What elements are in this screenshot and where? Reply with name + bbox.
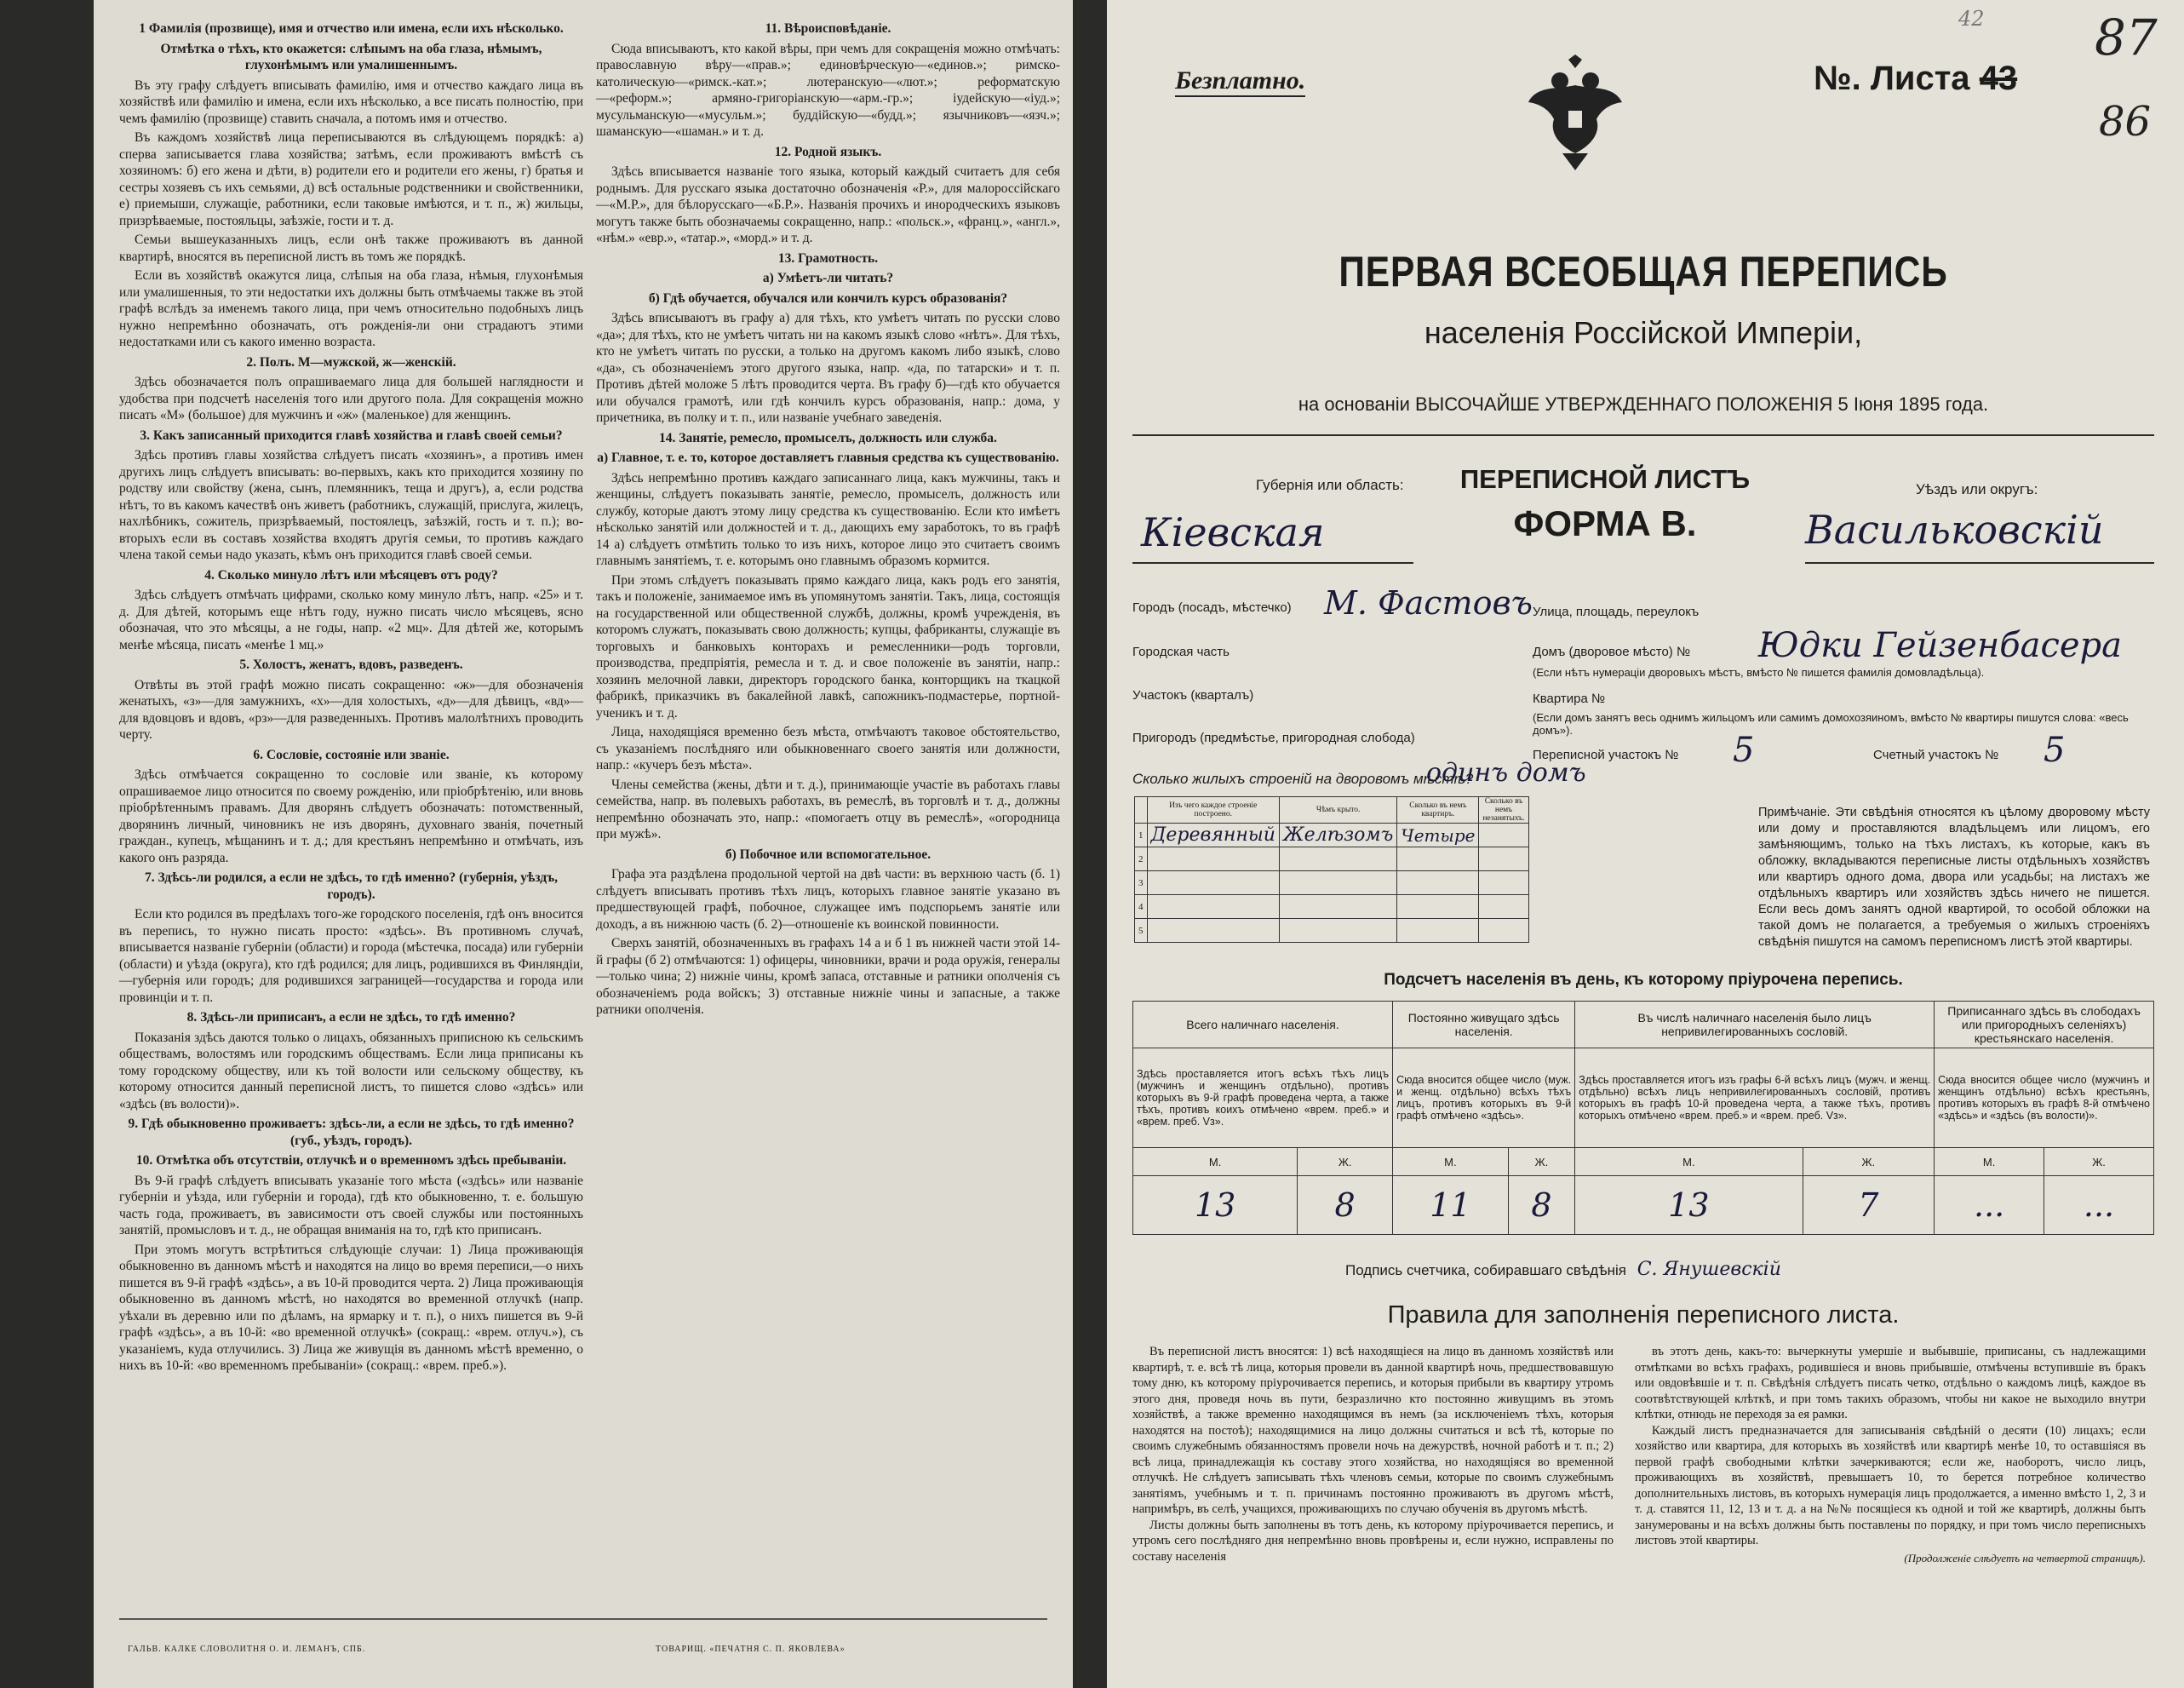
- sex-header: М.: [1393, 1148, 1509, 1176]
- schet-uchastok-label: Счетный участокъ №: [1873, 748, 1999, 762]
- schet-uchastok-value: 5: [2044, 731, 2066, 770]
- paragraph: Показанія здѣсь даются только о лицахъ, обязанныхъ приписною къ сельскимъ обществамъ, волостямъ или городскимъ обществамъ. Если лица приписаны къ тому городскому обществу, или къ той волости или сельскому обществу, къ которому относится данный переписной листъ, то пишется слово «здѣсь» или «здѣсь (въ волости)».: [119, 1030, 583, 1111]
- section-heading: 12. Родной языкъ.: [774, 144, 882, 159]
- signature-label: Подпись счетчика, собиравшаго свѣдѣнія: [1345, 1262, 1626, 1278]
- roof-cell: [1279, 871, 1396, 895]
- table-header: Изъ чего каждое строеніе построено.: [1147, 797, 1279, 824]
- roof-cell: Желѣзомъ: [1279, 824, 1396, 847]
- row-number: 3: [1135, 871, 1148, 895]
- table-header: Сколько въ немъ квартиръ.: [1397, 797, 1479, 824]
- buildings-count-label: Сколько жилыхъ строеній на дворовомъ мѣстѣ?: [1132, 771, 1474, 787]
- free-label: Безплатно.: [1175, 66, 1305, 97]
- sex-header: Ж.: [1508, 1148, 1575, 1176]
- sex-header: М.: [1575, 1148, 1803, 1176]
- paragraph: Семьи вышеуказанныхъ лицъ, если онѣ также проживаютъ въ данной квартирѣ, вносятся въ переписной листъ въ томъ же порядкѣ.: [119, 233, 583, 264]
- roof-cell: [1279, 847, 1396, 871]
- buildings-table: [1134, 796, 1529, 943]
- roof-cell: [1279, 895, 1396, 919]
- section-heading: б) Гдѣ обучается, обучался или кончилъ курсъ образованія?: [648, 290, 1008, 306]
- section-heading: 8. Здѣсь-ли приписанъ, а если не здѣсь, то гдѣ именно?: [186, 1010, 516, 1025]
- double-headed-eagle-emblem: [1524, 51, 1626, 179]
- rules-column-2: [1635, 1344, 2146, 1566]
- section-heading: 10. Отмѣтка объ отсутствіи, отлучкѣ и о временномъ здѣсь пребываніи.: [135, 1153, 567, 1168]
- apartments-cell: [1397, 895, 1479, 919]
- city-label: Городъ (посадъ, мѣстечко): [1132, 600, 1292, 615]
- form-letter: ФОРМА В.: [1513, 503, 1697, 543]
- section-heading: 3. Какъ записанный приходится главѣ хозяйства и главѣ своей семьи?: [140, 428, 563, 443]
- uezd-label: Уѣздъ или округъ:: [1916, 481, 2038, 497]
- count-cell: 7: [1803, 1176, 1935, 1235]
- house-note: (Если нѣтъ нумераціи дворовыхъ мѣстъ, вмѣсто № пишется фамилія домовладѣльца).: [1533, 666, 1985, 679]
- paragraph: Графа эта раздѣлена продольной чертой на двѣ части: въ верхнюю часть (б. 1) слѣдуетъ вписывать противъ тѣхъ лицъ, которыхъ главное занятіе указано въ предшествующей графѣ, побочное, служащее имъ подспорьемъ занятіе или доходъ, а въ нижнюю часть (б. 2)—отношеніе къ воинской повинности.: [596, 867, 1060, 932]
- population-count-title: Подсчетъ населенія въ день, къ которому пріурочена перепись.: [1384, 971, 1903, 989]
- count-cell: 8: [1298, 1176, 1393, 1235]
- count-cell: 13: [1575, 1176, 1803, 1235]
- empty-apartments-cell: [1479, 919, 1528, 943]
- kvartira-note: (Если домъ занятъ весь однимъ жильцомъ или самимъ домохозяиномъ, вмѣсто № квартиры пишутся слова: «весь домъ»).: [1533, 711, 2129, 737]
- perepis-uchastok-label: Переписной участокъ №: [1533, 748, 1679, 762]
- census-title: ПЕРВАЯ ВСЕОБЩАЯ ПЕРЕПИСЬ: [1338, 248, 1948, 296]
- table-header: Сколько въ немъ незанятыхъ.: [1479, 797, 1528, 824]
- paragraph: Въ каждомъ хозяйствѣ лица переписываются въ слѣдующемъ порядкѣ: а) сперва записывается глава хозяйства; затѣмъ, если проживаютъ вмѣстѣ съ хозяиномъ: б) его жена и дѣти, в) родители его и родители его жены, г) братья и сестры хозяевъ съ ихъ семьями, д) всѣ остальные родственники и свойственники, е) приемыши, служащіе, работники, если таковые имѣются, и т. п., ж) жильцы, призрѣваемые, постояльцы, заѣзжіе, гости и т. д.: [119, 130, 583, 228]
- material-cell: Деревянный: [1147, 824, 1279, 847]
- table-row: [1135, 895, 1529, 919]
- street-label: Улица, площадь, переулокъ: [1533, 605, 1700, 619]
- printer-imprint: ГАЛЬВ. КАЛКЕ СЛОВОЛИТНЯ О. И. ЛЕМАНЪ, СПБ.: [128, 1645, 366, 1654]
- left-column-1: [119, 17, 583, 1377]
- table-row: [1135, 824, 1529, 847]
- table-header: Въ числѣ наличнаго населенія было лицъ непривилегированныхъ сословій.: [1575, 1002, 1935, 1048]
- paragraph: Сюда вписываютъ, кто какой вѣры, при чемъ для сокращенія можно отмѣчать: православную вѣру—«прав.»; единовѣрческую—«единов.»; римско-католическую—«римск.-кат.»; лютеранскую—«лют.»; реформатскую—«реформ.»; армяно-григоріанскую—«арм.-гр.»; іудейскую—«іуд.»; мусульманскую—«мусульм.»; буддійскую—«будд.»; язычниковъ—«язч.»; шаманскую—«шаман.» и т. д.: [596, 41, 1060, 139]
- city-value: М. Фастовъ: [1324, 584, 1533, 622]
- perepis-uchastok-value: 5: [1733, 731, 1755, 770]
- section-heading: Отмѣтка о тѣхъ, кто окажется: слѣпымъ на оба глаза, нѣмымъ, глухонѣмымъ или умалишеннымъ.: [160, 41, 542, 72]
- table-header: [1135, 797, 1148, 824]
- paragraph: Листы должны быть заполнены въ тотъ день, къ которому пріурочивается перепись, и утромъ сего послѣдняго дня непремѣнно вновь провѣрены и, если нужно, исправлены по составу населенія: [1132, 1518, 1614, 1564]
- material-cell: [1147, 847, 1279, 871]
- row-number: 1: [1135, 824, 1148, 847]
- paragraph: Отвѣты въ этой графѣ можно писать сокращенно: «ж»—для обозначенія женатыхъ, «з»—для замужнихъ, «х»—для холостыхъ, «д»—для дѣвицъ, «вд»—для вдовцовъ и вдовъ, «рз»—для разведенныхъ. Противъ малолѣтнихъ проводить черту.: [119, 677, 583, 742]
- uezd-value: Васильковскій: [1805, 507, 2104, 553]
- section-heading: а) Главное, т. е. то, которое доставляетъ главныя средства къ существованію.: [597, 451, 1059, 465]
- census-authority-line: на основаніи ВЫСОЧАЙШЕ УТВЕРЖДЕННАГО ПОЛОЖЕНІЯ 5 Іюня 1895 года.: [1298, 393, 1989, 415]
- rules-title: Правила для заполненія переписного листа.: [1387, 1301, 1900, 1329]
- section-heading: а) Умѣетъ-ли читать?: [762, 271, 894, 285]
- paragraph: Въ эту графу слѣдуетъ вписывать фамилію, имя и отчество каждаго лица въ хозяйствѣ или фамилію и имена, если ихъ нѣсколько, а все писать полностію, при чемъ фамилію (прозвище) ставить сначала, а потомъ имя и отчество.: [119, 78, 583, 126]
- empty-apartments-cell: [1479, 871, 1528, 895]
- section-heading: 6. Сословіе, состояніе или званіе.: [253, 747, 450, 762]
- sheet-number-label: №. Листа: [1814, 60, 1970, 97]
- apartments-cell: [1397, 847, 1479, 871]
- column-description: Сюда вносится общее число (муж. и женщ. отдѣльно) всѣхъ тѣхъ лицъ, противъ которыхъ въ 9-й графѣ отмѣчено «здѣсь».: [1393, 1048, 1575, 1148]
- sex-header: Ж.: [2044, 1148, 2154, 1176]
- roof-cell: [1279, 919, 1396, 943]
- kvartira-label: Квартира №: [1533, 692, 1606, 706]
- paragraph: При этомъ слѣдуетъ показывать прямо каждаго лица, какъ родъ его занятія, такъ и положеніе, занимаемое имъ въ упомянутомъ занятіи. Такъ, лица, состоящія на государственной или общественной службѣ, должны, кромѣ учрежденія, въ которомъ служатъ, показывать свою должность; купцы, фабриканты, служащіе въ торговыхъ и банковыхъ конторахъ и ремесленники—родъ торговли, производства, предпріятія, ремесла и т. д. и свое положеніе въ занятіи, напр.: хозяинъ мелочной лавки, директоръ городского банка, конторщикъ на ткацкой фабрикѣ, приказчикъ въ бакалейной лавкѣ, сапожникъ-подмастерье, портной-ученикъ и т. д.: [596, 572, 1060, 721]
- buildings-note: Примѣчаніе. Эти свѣдѣнія относятся къ цѣлому дворовому мѣсту или дому и проставляются владѣльцемъ или лицомъ, его замѣняющимъ, только на тѣхъ листахъ, къ которые, какъ въ обложку, вкладываются переписные листы отдѣльныхъ хозяйствъ или квартиръ одного дома, двора или усадьбы; на листахъ же отдѣльныхъ квартиръ или хозяйствъ здѣсь ничего не пишется. Если весь домъ занятъ одной квартирой, то особой обложки на такой домъ не полагается, а требуемыя о жилыхъ строеніяхъ свѣдѣнія пишутся на самомъ переписномъ листѣ этой квартиры.: [1758, 806, 2150, 949]
- buildings-count-value: одинъ домъ: [1426, 758, 1586, 788]
- form-title: [1418, 464, 1792, 544]
- section-heading: 4. Сколько минуло лѣтъ или мѣсяцевъ отъ роду?: [204, 567, 498, 583]
- paragraph: Лица, находящіяся временно безъ мѣста, отмѣчаютъ таковое обстоятельство, съ указаніемъ послѣдняго или обыкновеннаго своего занятія или должности, напр.: «кучеръ безъ мѣста».: [596, 725, 1060, 772]
- guberniya-value: Кіевская: [1141, 509, 1325, 555]
- printer-imprint: ТОВАРИЩ. «ПЕЧАТНЯ С. П. ЯКОВЛЕВА»: [656, 1645, 846, 1654]
- table-row: [1135, 847, 1529, 871]
- archive-folio-number: 86: [2099, 98, 2152, 146]
- sex-header: М.: [1935, 1148, 2044, 1176]
- paragraph: Здѣсь обозначается полъ опрашиваемаго лица для большей наглядности и удобства при подсчетѣ населенія того или другого пола. Для сокращенія можно писать «М» (большое) для мужчинъ и «ж» (маленькое) для женщинъ.: [119, 375, 583, 422]
- section-heading: б) Побочное или вспомогательное.: [725, 847, 931, 862]
- house-value: Юдки Гейзенбасера: [1758, 626, 2122, 665]
- apartments-cell: Четыре: [1397, 824, 1479, 847]
- table-header-row: [1133, 1002, 2154, 1048]
- uchastok-label: Участокъ (кварталъ): [1132, 688, 1254, 703]
- section-heading: 1 Фамилія (прозвище), имя и отчество или имена, если ихъ нѣсколько.: [139, 21, 564, 36]
- archive-folio-number: 87: [2095, 9, 2158, 66]
- sex-header: М.: [1133, 1148, 1298, 1176]
- paragraph: При этомъ могутъ встрѣтиться слѣдующіе случаи: 1) Лица проживающія обыкновенно въ данномъ мѣстѣ и находятся на лицо во время переписи,—о нихъ пишется въ 9-й графѣ «здѣсь», а въ 10-й проводится черта. 2) Лица проживающія обыкновенно въ данномъ мѣстѣ, но находятся во временной отлучкѣ (напр. уѣхали въ деревню или по дѣламъ, на ярмарку и т. п.), о нихъ пишется въ 9-й графѣ «здѣсь», а въ 10-й: «во временной отлучкѣ» (сокращ.: «врем. отлуч.»), съ указаніемъ, куда отлучились. 3) Лица же живущія въ данномъ мѣстѣ временно, о нихъ въ 10-й: «во временномъ пребываніи» (сокращ.: «врем. преб.»).: [119, 1242, 583, 1373]
- row-number: 4: [1135, 895, 1148, 919]
- count-cell: 13: [1133, 1176, 1298, 1235]
- material-cell: [1147, 871, 1279, 895]
- sex-header: Ж.: [1298, 1148, 1393, 1176]
- divider: [1805, 562, 2154, 564]
- paragraph: въ этотъ день, какъ-то: вычеркнуты умершіе и выбывшіе, приписаны, съ надлежащими отмѣтками во всѣхъ графахъ, родившіеся и вновь прибывшіе, отмѣчены вступившіе въ бракъ или овдовѣвшіе и т. п. Свѣдѣнія слѣдуетъ писать четко, отдѣльно о каждомъ лицѣ, каждое въ соотвѣтствующей клѣткѣ, и при томъ такихъ образомъ, чтобы ни какое не выходило внутри клѣтки, отнюдь не переходя за ея рамки.: [1635, 1345, 2146, 1421]
- paragraph: Здѣсь противъ главы хозяйства слѣдуетъ писать «хозяинъ», а противъ имен другихъ лицъ слѣдуетъ вписывать: во-первыхъ, какъ кто приходится хозяину по родству или свойству (жена, сынъ, племянникъ, теща и другъ), а, если родства нѣтъ, то въ какомъ качествѣ онъ живетъ (работникъ, служащій, прислуга, жилецъ, нахлѣбникъ, сожитель, призрѣваемый, постоялецъ, заѣзжій, гость и т. п.); во-вторыхъ если въ составъ хозяйства входятъ другія семьи, то противъ каждаго члена такой семьи надо указать, кѣмъ онъ приходится главѣ своей семьи.: [119, 448, 583, 562]
- section-heading: 14. Занятіе, ремесло, промыселъ, должность или служба.: [659, 430, 997, 445]
- city-part-label: Городская часть: [1132, 645, 1230, 659]
- paragraph: Здѣсь слѣдуетъ отмѣчать цифрами, сколько кому минуло лѣтъ, напр. «25» и т. д. Для дѣтей, которымъ еще нѣтъ году, нужно писать число мѣсяцевъ, ясно обозначая, что это мѣсяцы, а не годы, напр. «2 мц». Для дѣтей же, которымъ менѣе мѣсяца, писать «менѣе 1 мц.»: [119, 588, 583, 652]
- table-header: Приписаннаго здѣсь въ слободахъ или пригородныхъ селеніяхъ) крестьянскаго населенія.: [1935, 1002, 2154, 1048]
- paragraph: Если кто родился въ предѣлахъ того-же городского поселенія, гдѣ онъ вносится въ перепись, то нужно писать просто: «здѣсь». Въ противномъ случаѣ, вписывается названіе губерніи (области) и города (мѣстечка, посада) или губерніи (области) и уѣзда (округа), кто гдѣ родился; для лицъ, родившихся въ Финляндіи,—губернія или городъ; для родившихся заграницей—государства и города или провинціи и т. п.: [119, 907, 583, 1005]
- divider: [119, 1618, 1047, 1620]
- section-heading: 5. Холостъ, женатъ, вдовъ, разведенъ.: [239, 657, 463, 672]
- paragraph: Если въ хозяйствѣ окажутся лица, слѣпыя на оба глаза, нѣмыя, глухонѣмыя или умалишенныя, то эти недостатки ихъ должны быть отмѣчаемы также въ этой графѣ вслѣдъ за именемъ такого лица, при чемъ относительно подобныхъ лицъ нужно непремѣнно обозначать, отъ рожденія-ли они страдаютъ этими недостатками или съ какого именно возраста.: [119, 268, 583, 349]
- table-row: [1133, 1148, 2154, 1176]
- material-cell: [1147, 919, 1279, 943]
- paragraph: Здѣсь вписывается названіе того языка, который каждый считаетъ для себя роднымъ. Для русскаго языка достаточно обозначенія «Р.», для малороссійскаго—«М.Р.», для бѣлорусскаго—«Б.Р.». Названія прочихъ и инородческихъ языковъ могутъ также быть обозначаемы сокращенно, напр.: «польск.», «франц.», «англ.», «нѣм.» «евр.», «татар.», «морд.» и т. д.: [596, 164, 1060, 245]
- rules-column-1: [1132, 1344, 1614, 1565]
- column-description: Сюда вносится общее число (мужчинъ и женщинъ отдѣльно) всѣхъ крестьянъ, противъ которыхъ въ графѣ 8-й отмѣчено «здѣсь» и «здѣсь (въ волости)».: [1935, 1048, 2154, 1148]
- left-page: [94, 0, 1073, 1688]
- paragraph: Здѣсь отмѣчается сокращенно то сословіе или званіе, къ которому опрашиваемое лицо относится по своему рожденію, или пріобрѣтенію, или вновь пріобрѣтеннымъ правамъ. Для дворянъ слѣдуетъ обозначать: потомственный, дворянинъ личный, чиновникъ не изъ дворянъ, духовнаго званія, почетный граждан., купецъ, мѣщанинъ и т. д.; для крестьянъ непремѣнно и отмѣчать, изъ какого онъ разряда.: [119, 767, 583, 865]
- house-label: Домъ (дворовое мѣсто) №: [1533, 645, 1691, 659]
- paragraph: Здѣсь вписываютъ въ графу а) для тѣхъ, кто умѣетъ читать по русски слово «да»; для тѣхъ, кто не умѣетъ читать ни на какомъ языкѣ слово «нѣтъ». Для тѣхъ, кто не умѣетъ читать по русски, а только на другомъ какомъ либо языкѣ, слово «да», съ обозначеніемъ этого другого языка, напр. «да, по татарски» и т. п. Противъ дѣтей моложе 5 лѣтъ проводится черта. Въ графу б)—гдѣ кто обучается или обучался грамотѣ, или гдѣ кончилъ курсъ образованія, напр.: дома, у причетника, въ полку и т. п., или названіе учебнаго заведенія.: [596, 311, 1060, 425]
- table-row: [1133, 1048, 2154, 1148]
- empty-apartments-cell: [1479, 895, 1528, 919]
- table-row: [1135, 919, 1529, 943]
- left-column-2: [596, 17, 1060, 1021]
- guberniya-label: Губернія или область:: [1256, 477, 1404, 493]
- sex-header: Ж.: [1803, 1148, 1935, 1176]
- count-cell: 11: [1393, 1176, 1509, 1235]
- column-description: Здѣсь проставляется итогъ всѣхъ тѣхъ лицъ (мужчинъ и женщинъ отдѣльно), противъ которыхъ въ 9-й графѣ проведена черта, а также тѣхъ, противъ коихъ отмѣчено «врем. преб.» и «врем. преб. Vз».: [1133, 1048, 1393, 1148]
- census-subtitle: населенія Россійской Имперіи,: [1424, 315, 1863, 350]
- paragraph: Члены семейства (жены, дѣти и т. д.), принимающіе участіе въ работахъ главы семейства, напр. въ полевыхъ работахъ, въ ремеслѣ, въ торговлѣ и т. д., должны непремѣнно обозначать это, напр.: «помогаетъ отцу въ ремеслѣ», «огородница при мужѣ».: [596, 777, 1060, 841]
- section-heading: 2. Полъ. М—мужской, ж—женскій.: [246, 354, 456, 370]
- count-cell: ...: [2044, 1176, 2154, 1235]
- table-header-row: [1135, 797, 1529, 824]
- table-header: Постоянно живущаго здѣсь населенія.: [1393, 1002, 1575, 1048]
- column-description: Здѣсь проставляется итогъ изъ графы 6-й всѣхъ лицъ (мужч. и женщ. отдѣльно) всѣхъ лицъ непривилегированныхъ сословій, противъ которыхъ въ графѣ 10-й проведена черта, а также тѣхъ, противъ которыхъ отмѣчено «врем. преб.» и «врем. преб. Vз».: [1575, 1048, 1935, 1148]
- table-row: [1133, 1176, 2154, 1235]
- empty-apartments-cell: [1479, 824, 1528, 847]
- sheet-number-value: 43: [1979, 60, 2018, 97]
- divider: [1132, 562, 1413, 564]
- continuation-note: (Продолженіе слѣдуетъ на четвертой страницѣ).: [1904, 1551, 2146, 1565]
- section-heading: 11. Вѣроисповѣданіе.: [765, 21, 891, 36]
- paragraph: Въ 9-й графѣ слѣдуетъ вписывать указаніе того мѣста («здѣсь» или названіе губерніи и уѣзда, или губерніи и города), гдѣ кто обыкновенно, т. е. большую часть года, проживаетъ, въ зависимости отъ своей службы или постоянныхъ занятій, промысловъ и т. д., не обращая вниманія на то, гдѣ кто приписанъ.: [119, 1173, 583, 1237]
- paragraph: Каждый листъ предназначается для записыванія свѣдѣній о десяти (10) лицахъ; если хозяйство или квартира, для которыхъ въ хозяйствѣ или квартирѣ менѣе 10, то оставшіяся въ первой графѣ свободными клѣтки зачеркиваются; если же, наоборотъ, число лицъ, проживающихъ въ хозяйствѣ, превышаетъ 10, то берется потребное количество дополнительныхъ листовъ, въ которыхъ нумерація лицъ продолжается, а именно вмѣсто 1, 2, 3 и т. д. ставятся 11, 12, 13 и т. д. а на №№ посящіеся къ одной и той же квартирѣ, должны быть занумерованы и на всѣхъ должны быть поставлены по порядку, и при томъ число переписныхъ листовъ этой квартиры.: [1635, 1423, 2146, 1547]
- right-page: [1107, 0, 2184, 1688]
- row-number: 5: [1135, 919, 1148, 943]
- prigorod-label: Пригородъ (предмѣстье, пригородная слобода): [1132, 731, 1415, 745]
- paragraph: Сверхъ занятій, обозначенныхъ въ графахъ 14 а и б 1 въ нижней части этой 14-й графы (б 2) отмѣчаются: 1) офицеры, чиновники, врачи и рода оружія, генералы—только чина; 2) нижніе чины, кромѣ запаса, отставные и ратники ополченія съ обозначеніемъ рода войскъ; 3) отставные нижніе чины и запасные, а также ратники ополченія.: [596, 936, 1060, 1017]
- section-heading: 7. Здѣсь-ли родился, а если не здѣсь, то гдѣ именно? (губернія, уѣздъ, городъ).: [144, 870, 559, 902]
- signature-value: С. Янушевскій: [1637, 1259, 1781, 1280]
- form-title-line: ПЕРЕПИСНОЙ ЛИСТЪ: [1459, 464, 1751, 494]
- divider: [1132, 434, 2154, 436]
- apartments-cell: [1397, 919, 1479, 943]
- count-cell: ...: [1935, 1176, 2044, 1235]
- count-cell: 8: [1508, 1176, 1575, 1235]
- empty-apartments-cell: [1479, 847, 1528, 871]
- table-header: Чѣмъ крыто.: [1279, 797, 1396, 824]
- section-heading: 13. Грамотность.: [777, 250, 879, 266]
- row-number: 2: [1135, 847, 1148, 871]
- archive-note: 42: [1958, 7, 1985, 31]
- enumerator-signature: [1345, 1259, 1781, 1280]
- apartments-cell: [1397, 871, 1479, 895]
- material-cell: [1147, 895, 1279, 919]
- table-header: Всего наличнаго населенія.: [1133, 1002, 1393, 1048]
- sheet-number: [1814, 60, 2017, 98]
- paragraph: Здѣсь непремѣнно противъ каждаго записаннаго лица, какъ мужчины, такъ и женщины, слѣдуетъ показывать занятіе, ремесло, промыселъ, должность или службу, которые даютъ этому лицу средства къ существованію. Если кто имѣетъ нѣсколько занятій или должностей и т. д., дающихъ ему заработокъ, то въ графѣ 14 а) слѣдуетъ отмѣтить только то изъ нихъ, которое лицо это считаетъ своимъ главнымъ занятіемъ, т. е. которымъ оно главнымъ образомъ кормится.: [596, 470, 1060, 568]
- population-table: [1132, 1001, 2154, 1235]
- paragraph: Въ переписной листъ вносятся: 1) всѣ находящіеся на лицо въ данномъ хозяйствѣ или квартирѣ, т. е. всѣ тѣ лица, которыя провели въ данной квартирѣ ночь, предшествовавшую тому дню, къ которому пріурочивается перепись, и которыя прибыли въ квартиру утромъ этого дня, проведя ночь въ пути, безразлично кто постоянно живущимъ въ этомъ хозяйствѣ, а также временно находящимся въ немъ (за исключеніемъ тѣхъ, которыя находятся на постоѣ); находящимися на лицо должны считаться и всѣ тѣ, которые по своимъ служебнымъ обязанностямъ провели ночь на дежурствѣ, ночной работѣ и т. п.; 2) всѣ лица, принадлежащія къ составу этого хозяйства, но находящіяся во временной отлучкѣ. Не слѣдуетъ записывать тѣхъ членовъ семьи, которые по своимъ служебнымъ занятіямъ, учебнымъ и т. п. причинамъ постоянно проживаютъ въ другомъ мѣстѣ, напримѣръ, въ селѣ, учащихся, проживающихъ по случаю обученія въ другомъ мѣстѣ.: [1132, 1345, 1614, 1516]
- section-heading: 9. Гдѣ обыкновенно проживаетъ: здѣсь-ли, а если не здѣсь, то гдѣ именно? (губ., уѣздъ, городъ).: [128, 1117, 575, 1148]
- table-row: [1135, 871, 1529, 895]
